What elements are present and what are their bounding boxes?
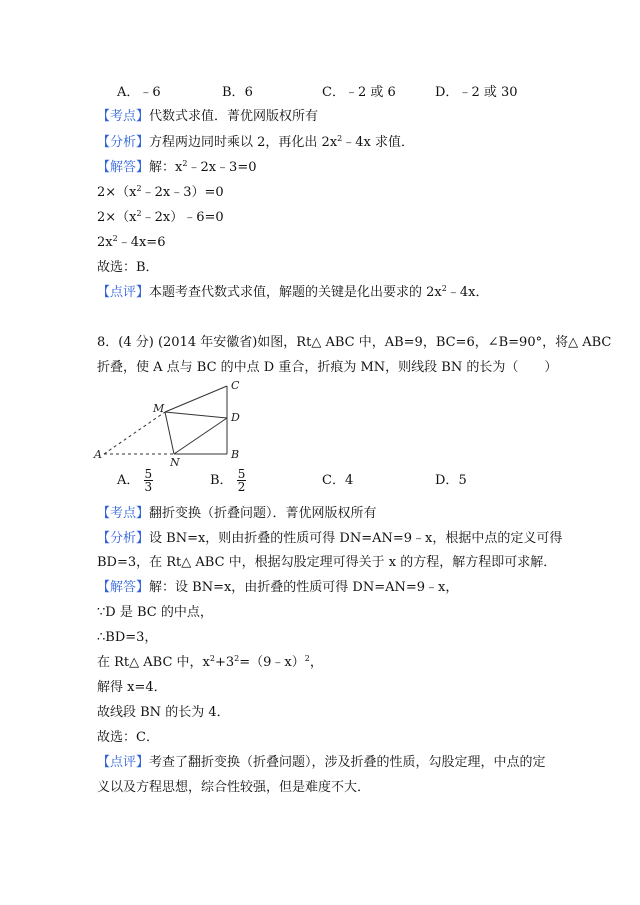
q7-step2: $2\times(x^2﹣2x)﹣6=0$ [97, 209, 224, 225]
q8-step4: 解得 x=4． [97, 680, 167, 695]
q8-fenxi-line1: 【分析】设 BN=x，则由折叠的性质可得 DN=AN=9﹣x，根据中点的定义可得 [97, 531, 563, 546]
label-n: N [170, 456, 180, 468]
q7-fenxi: 【分析】方程两边同时乘以 2，再化出 $2x^2﹣4x$ 求值． [97, 134, 414, 150]
q8-step1: ∵D 是 BC 的中点， [97, 605, 213, 620]
edge-nd [174, 418, 227, 454]
q8-fenxi-line2: BD=3，在 Rt△ ABC 中，根据勾股定理可得关于 x 的方程，解方程即可求解． [97, 555, 557, 570]
q8-stem-line1: 8．(4 分) (2014 年安徽省)如图，Rt△ ABC 中，AB=9，BC=6，∠B=90°，将△ ABC [97, 335, 612, 350]
q8-triangle-figure [92, 378, 272, 468]
q7-choose: 故选：B． [97, 260, 159, 275]
q8-choose: 故选：C． [97, 730, 159, 745]
q7-step1: $2\times(x^2﹣2x﹣3)=0$ [97, 184, 224, 200]
label-c: C [231, 379, 240, 392]
label-b: B [231, 448, 240, 461]
q8-jieda: 【解答】解：设 BN=x，由折叠的性质可得 DN=AN=9﹣x， [97, 580, 459, 595]
fold-line-am [104, 412, 165, 454]
edge-mc [165, 386, 227, 412]
label-a: A [94, 448, 102, 461]
q7-option-d: D．﹣2 或 30 [435, 85, 518, 100]
q8-option-c: C．4 [322, 473, 354, 488]
q8-kaodian: 【考点】翻折变换（折叠问题）．菁优网版权所有 [97, 506, 377, 521]
q8-option-b: B． $\frac{5}{2}$ [210, 467, 246, 494]
q7-step3: $2x^2﹣4x=6$ [97, 234, 166, 250]
q8-dianping-line1: 【点评】考查了翻折变换（折叠问题），涉及折叠的性质，勾股定理，中点的定 [97, 755, 546, 770]
q7-option-b: B．6 [222, 85, 253, 100]
q8-step5: 故线段 BN 的长为 4． [97, 705, 230, 720]
q7-option-a: A．﹣6 [117, 85, 161, 100]
q8-option-a: A． $\frac{5}{3}$ [117, 467, 153, 494]
q8-step2: ∴BD=3， [97, 630, 158, 645]
label-m: M [153, 402, 165, 415]
edge-md [165, 412, 227, 418]
q7-dianping: 【点评】本题考查代数式求值，解题的关键是化出要求的 $2x^2﹣4x$． [97, 284, 489, 300]
q8-option-a-fraction: $\frac{5}{3}$ [144, 467, 153, 494]
q8-stem-line2: 折叠，使 A 点与 BC 的中点 D 重合，折痕为 MN，则线段 BN 的长为（ ） [97, 360, 558, 375]
crease-mn [165, 412, 174, 454]
q7-kaodian: 【考点】代数式求值．菁优网版权所有 [97, 109, 319, 124]
q8-dianping-line2: 义以及方程思想，综合性较强，但是难度不大． [97, 780, 371, 795]
q8-option-b-fraction: $\frac{5}{2}$ [237, 467, 246, 494]
q8-step3: 在 Rt△ ABC 中，$x^2+3^2=(9﹣x)^2$， [97, 654, 323, 670]
q7-jieda: 【解答】解：$x^2﹣2x﹣3=0$ [97, 159, 257, 175]
q7-option-c: C．﹣2 或 6 [322, 85, 396, 100]
q8-option-d: D．5 [435, 473, 467, 488]
label-d: D [231, 411, 240, 424]
